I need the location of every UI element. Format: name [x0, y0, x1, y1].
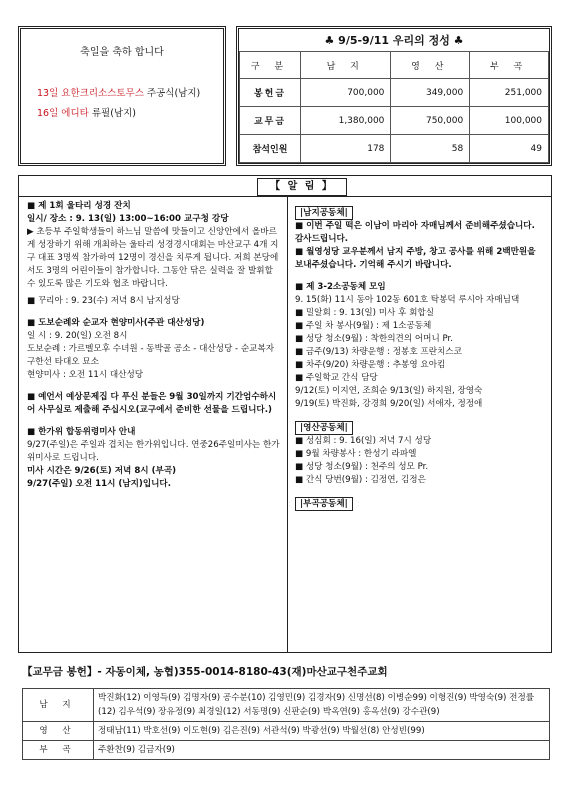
cell-value: 49 — [470, 135, 549, 163]
column-header: 영 산 — [391, 52, 470, 79]
row-label: 참석인원 — [240, 135, 301, 163]
offering-table — [236, 26, 552, 166]
notice-line: ■ 제 1회 울타리 성경 잔치 — [27, 201, 131, 211]
notice-line: ■ 월영성당 교우분께서 남지 주방, 창고 공사를 위해 2백만원을 보내주셨습니다. 기억해 주시기 바랍니다. — [295, 247, 536, 270]
notice-line: ■ 주일학교 간식 담당 — [295, 373, 378, 383]
notice-line: ■ 차주(9/20) 차량운행 : 추봉영 요아킴 — [295, 360, 446, 370]
feast-item — [37, 105, 136, 119]
divider — [287, 196, 288, 652]
notice-line: 도보순례 : 가르멜모후 수녀원 - 동박골 공소 - 대산성당 - 순교복자 구한선 타대오 묘소 — [27, 344, 275, 367]
notice-left-column — [27, 200, 281, 491]
feast-title: 축일을 축하 합니다 — [80, 47, 164, 58]
table-row — [240, 79, 549, 107]
row-label: 영 산 — [23, 722, 94, 741]
row-label: 봉헌금 — [240, 79, 301, 107]
notice-line: ■ 간식 당번(9월) : 김정연, 김정은 — [295, 475, 426, 485]
cell-value: 700,000 — [301, 79, 391, 107]
notice-line: 9. 15(화) 11시 동아 102동 601호 탁봉덕 루시아 자매님댁 — [295, 295, 520, 305]
row-label: 남 지 — [23, 689, 94, 722]
cell-value: 251,000 — [470, 79, 549, 107]
notice-line: ■ 제 3-2소공동체 모임 — [295, 282, 386, 292]
notice-line: ▶ 초등부 주일학생들이 하느님 말씀에 맛들이고 신앙안에서 올바르게 성장하기 위해 개최하는 울타리 성경경시대회는 마산교구 4개 지구 대표 3명씩 참가하여 12명이 경신을 치루게 됩니다. 저희 본당에서도 3명의 어린이들이 참가합니다. 그동안 닦은 실력을 잘 발휘할 수 있도록 많은 기도와 협조 바랍니다. — [27, 227, 279, 289]
notice-line: ■ 9월 차량봉사 : 한성기 라파엘 — [295, 449, 417, 459]
table-row — [23, 689, 550, 722]
table-row — [240, 107, 549, 135]
notice-right-column — [295, 200, 545, 511]
notice-line: 9/19(토) 박진화, 강경희 9/20(일) 서애자, 정정애 — [295, 399, 483, 409]
notice-line: ■ 밀알회 : 9. 13(일) 미사 후 회합실 — [295, 308, 434, 318]
feast-person: 주공식(남지) — [146, 88, 201, 99]
notice-line: 9/27(주일) 오전 11시 (남지)입니다. — [27, 479, 172, 489]
cell-value: 1,380,000 — [301, 107, 391, 135]
notice-line: 현양미사 : 오전 11시 대산성당 — [27, 370, 144, 380]
feast-item — [37, 85, 200, 99]
notice-line: ■ 도보순례와 순교자 현양미사(주관 대산성당) — [27, 318, 205, 328]
cell-value: 178 — [301, 135, 391, 163]
cell-value: 750,000 — [391, 107, 470, 135]
notice-section — [18, 175, 552, 653]
feast-date: 16일 에디타 — [37, 108, 89, 119]
donors-table — [22, 688, 550, 760]
cell-value: 349,000 — [391, 79, 470, 107]
donor-names: 주환찬(9) 김금자(9) — [94, 741, 550, 760]
community-header: |부곡공동체| — [295, 497, 353, 511]
column-header: 구 분 — [240, 52, 301, 79]
row-label: 부 곡 — [23, 741, 94, 760]
notice-line: 일시/ 장소 : 9. 13(일) 13:00~16:00 교구청 강당 — [27, 214, 229, 224]
cell-value: 58 — [391, 135, 470, 163]
offering-title: ♣ 9/5-9/11 우리의 정성 ♣ — [240, 29, 549, 52]
feast-person: 류필(남지) — [91, 108, 136, 119]
notice-line: ■ 예언서 예상문제집 다 푸신 분들은 9월 30일까지 기간엄수하시어 사무실로 제출해 주십시오(교구에서 준비한 선물을 드립니다.) — [27, 392, 277, 415]
column-header: 남 지 — [301, 52, 391, 79]
notice-line: 9/12(토) 이지연, 조희순 9/13(일) 하지원, 장영숙 — [295, 386, 483, 396]
notice-line: 미사 시간은 9/26(토) 저녁 8시 (부곡) — [27, 466, 177, 476]
row-label: 교무금 — [240, 107, 301, 135]
notice-line: ■ 성심회 : 9. 16(일) 저녁 7시 성당 — [295, 436, 432, 446]
table-row — [23, 741, 550, 760]
notice-line: 9/27(주일)은 주일과 겹치는 한가위입니다. 연중26주일미사는 한가위미사로 드립니다. — [27, 440, 280, 463]
notice-line: ■ 성당 청소(9월) : 착한의견의 어머니 Pr. — [295, 334, 454, 344]
notice-line: ■ 주일 차 봉사(9월) : 제 1소공동체 — [295, 321, 432, 331]
notice-line: ■ 이번 주일 떡은 이남이 마리아 자매님께서 준비해주셨습니다. 감사드립니다. — [295, 221, 535, 244]
notice-line: 일 시 : 9. 20(일) 오전 8시 — [27, 331, 128, 341]
notice-line: ■ 금주(9/13) 차량운행 : 정봉호 프란치스코 — [295, 347, 462, 357]
donor-names: 박진화(12) 이영득(9) 김명자(9) 공수분(10) 김영민(9) 김경자(9) 신명선(8) 이병순99) 이형진(9) 박영숙(9) 전정률(12) 김우석(9) 장유정(9) 최경일(12) 서동명(9) 신판순(9) 박옥연(9) 홍옥선(9) 강수관(9) — [94, 689, 550, 722]
community-header: |영산공동체| — [295, 421, 353, 435]
table-row — [23, 722, 550, 741]
table-row — [240, 135, 549, 163]
notice-line: ■ 꾸리아 : 9. 23(수) 저녁 8시 남지성당 — [27, 296, 180, 306]
cell-value: 100,000 — [470, 107, 549, 135]
notice-line: ■ 한가위 합동위령미사 안내 — [27, 427, 136, 437]
notice-title: 【 알 림 】 — [257, 178, 347, 196]
divider — [19, 196, 551, 197]
feast-date: 13일 요한크리소스토무스 — [37, 88, 144, 99]
notice-line: ■ 성당 청소(9월) : 천주의 성모 Pr. — [295, 462, 429, 472]
community-header: |남지공동체| — [295, 206, 353, 220]
column-header: 부 곡 — [470, 52, 549, 79]
donor-names: 정태남(11) 박호선(9) 이도현(9) 김은진(9) 서관석(9) 박광선(9) 박월선(8) 안성빈(99) — [94, 722, 550, 741]
feast-box — [18, 26, 226, 166]
account-info: 【교무금 봉헌】- 자동이체, 농협)355-0014-8180-43(재)마산교구천주교회 — [22, 666, 388, 678]
